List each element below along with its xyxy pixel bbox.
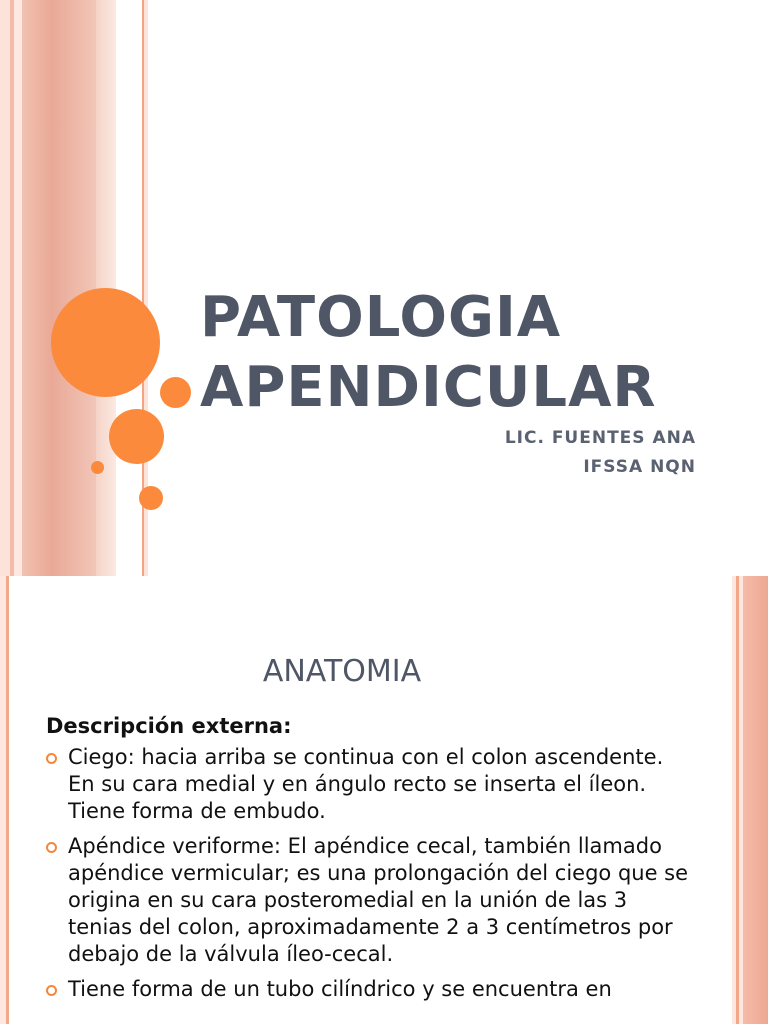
list-item: Tiene forma de un tubo cilíndrico y se encuentra en bbox=[46, 976, 696, 1003]
title-line-1: PATOLOGIA bbox=[200, 285, 562, 350]
tiny-circle-decoration bbox=[91, 461, 104, 474]
author-name: LIC. FUENTES ANA bbox=[504, 428, 696, 448]
list-item: Ciego: hacia arriba se continua con el colon ascendente. En su cara medial y en ángulo recto se inserta el íleon. Tiene forma de embudo. bbox=[46, 744, 696, 825]
small-circle-decoration-2 bbox=[139, 486, 163, 510]
section-lead: Descripción externa: bbox=[46, 714, 292, 738]
list-item: Apéndice veriforme: El apéndice cecal, también llamado apéndice vermicular; es una prolongación del ciego que se origina en su cara posteromedial en la unión de las 3 tenias del colon, aproximadamente 2 a 3 centímetros por debajo de la válvula íleo-cecal. bbox=[46, 833, 696, 968]
institution: IFSSA NQN bbox=[583, 457, 696, 477]
bullet-circle-icon bbox=[46, 753, 57, 764]
slide-title bbox=[200, 283, 760, 423]
bullet-circle-icon bbox=[46, 842, 57, 853]
left-stripe-decoration bbox=[0, 0, 150, 576]
left-edge-stripe bbox=[0, 576, 12, 1024]
bullet-circle-icon bbox=[46, 985, 57, 996]
small-circle-decoration bbox=[160, 377, 191, 408]
title-line-2: APENDICULAR bbox=[200, 355, 657, 420]
bullet-list bbox=[46, 744, 696, 1003]
large-circle-decoration bbox=[51, 288, 160, 397]
right-stripe-decoration bbox=[732, 576, 768, 1024]
slide-heading: ANATOMIA bbox=[262, 654, 422, 689]
slide-body bbox=[46, 713, 696, 1011]
slide-subtitle bbox=[505, 424, 696, 482]
medium-circle-decoration bbox=[109, 409, 164, 464]
